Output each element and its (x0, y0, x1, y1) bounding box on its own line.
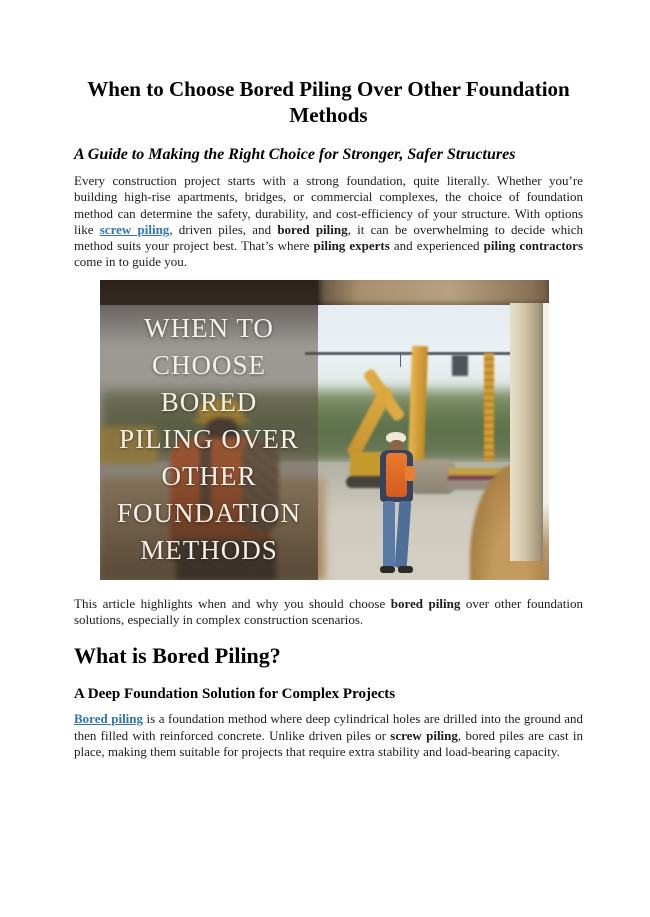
overlay-line: WHEN TO (144, 312, 274, 343)
crane-trolley (452, 355, 468, 376)
overlay-line: OTHER (161, 460, 257, 491)
document-page (0, 76, 650, 917)
worker-leg (383, 501, 395, 568)
text-segment: screw piling (390, 727, 458, 743)
text-segment: piling experts (313, 238, 390, 254)
inline-link[interactable]: Bored piling (74, 711, 144, 727)
hero-dark-overlay (100, 280, 318, 580)
section-body-paragraph (74, 711, 583, 760)
hero-overlay-title (100, 310, 318, 569)
after-image-paragraph (74, 596, 583, 629)
text-segment: piling contractors (483, 238, 584, 254)
worker-shoe (398, 566, 413, 573)
inline-link[interactable]: screw piling (99, 221, 170, 237)
text-segment: and experienced (389, 238, 484, 254)
worker-bag (405, 466, 415, 481)
article-subtitle: A Guide to Making the Right Choice for Stronger, Safer Structures (74, 146, 516, 163)
worker-shoe (380, 566, 395, 573)
hero-image (100, 280, 549, 580)
text-segment: bored piling (277, 221, 348, 237)
crane-cable (400, 352, 401, 367)
overlay-line: FOUNDATION (117, 497, 301, 528)
overlay-line: PILING OVER (119, 423, 299, 454)
text-segment: is a foundation method where deep cylindrical holes are drilled into the ground and then filled with reinforced concrete. Unlike driven piles or (74, 711, 583, 743)
worker-safety-vest (386, 453, 407, 497)
image-right-edge (543, 303, 549, 580)
concrete-pillar (510, 303, 543, 561)
section-heading: What is Bored Piling? (74, 643, 281, 669)
intro-paragraph (74, 173, 583, 271)
text-segment: , bored piles are cast in place, making them suitable for projects that require extra stability and load-bearing capacity. (74, 727, 583, 759)
article-title (74, 76, 583, 128)
overlay-line: CHOOSE (151, 349, 266, 380)
text-segment: Every construction project starts with a strong foundation, quite literally. Whether you’re building high-rise apartments, bridges, or commercial complexes, the choice of foundation method can determine the safety, durability, and cost-efficiency of your structure. With options like (74, 173, 583, 237)
tower-crane-mast (484, 353, 494, 461)
text-segment: , driven piles, and (169, 221, 278, 237)
article-title-line-2: Methods (289, 103, 368, 127)
text-segment: over other foundation solutions, especially in complex construction scenarios. (74, 595, 584, 628)
section-subheading: A Deep Foundation Solution for Complex Projects (74, 686, 396, 703)
text-segment: bored piling (390, 595, 461, 611)
overlay-line: METHODS (140, 534, 278, 565)
article-title-line-1: When to Choose Bored Piling Over Other Foundation (87, 77, 570, 101)
text-segment: This article highlights when and why you should choose (74, 595, 391, 611)
text-segment: come in to guide you. (74, 254, 188, 270)
text-segment: , it can be overwhelming to decide which method suits your project best. That’s where (74, 221, 583, 254)
overlay-line: BORED (160, 386, 258, 417)
